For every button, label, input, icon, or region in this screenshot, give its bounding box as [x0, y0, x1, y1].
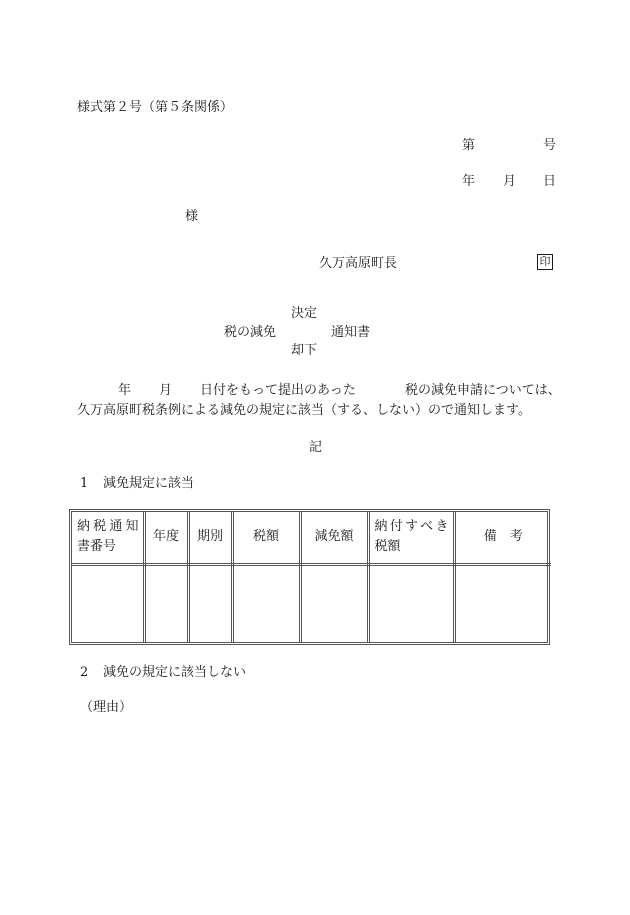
- header-payable-line1: 納付すべき: [374, 519, 449, 535]
- header-notice-number-line2: 書番号: [77, 539, 117, 555]
- cell-remarks: [454, 564, 551, 642]
- title-main-right: 通知書: [331, 325, 371, 340]
- form-number: 様式第２号（第５条関係）: [77, 100, 234, 115]
- document-number-prefix: 第: [462, 138, 476, 153]
- issuer-name: 久万高原町長: [319, 256, 398, 271]
- table-row: [72, 564, 551, 642]
- cell-period: [188, 564, 232, 642]
- header-payable-line2: 税額: [374, 539, 401, 555]
- table-header-row: [72, 512, 551, 564]
- section-2-number: 2: [80, 665, 89, 680]
- section-1-label: 減免規定に該当: [103, 476, 195, 491]
- title-option-decision: 決定: [291, 306, 318, 321]
- cell-reduction-amount: [300, 564, 368, 642]
- title-option-rejection: 却下: [291, 343, 318, 358]
- document-number-suffix: 号: [543, 138, 557, 153]
- body-month: 月: [159, 383, 173, 398]
- cell-tax-amount: [232, 564, 300, 642]
- ki-heading: 記: [309, 440, 323, 455]
- cell-payable-amount: [368, 564, 454, 642]
- title-main-left: 税の減免: [224, 325, 277, 340]
- cell-notice-number: [72, 564, 144, 642]
- seal-stamp-icon: 印: [537, 254, 553, 270]
- body-application-text: 税の減免申請については、: [405, 383, 561, 398]
- reduction-table: [69, 509, 550, 645]
- addressee-suffix: 様: [185, 209, 199, 224]
- header-fiscal-year: 年度: [144, 512, 188, 564]
- header-reduction-amount: 減免額: [300, 512, 368, 564]
- date-year: 年: [462, 174, 476, 189]
- date-month: 月: [503, 174, 517, 189]
- header-notice-number-line1: 納税通知: [77, 519, 139, 535]
- section-2-label: 減免の規定に該当しない: [103, 665, 247, 680]
- body-line-2: 久万高原町税条例による減免の規定に該当（する、しない）ので通知します。: [77, 403, 531, 418]
- reason-label: （理由）: [80, 700, 133, 715]
- header-payable-amount: [368, 512, 454, 564]
- body-year: 年: [118, 383, 132, 398]
- section-1-number: 1: [80, 476, 89, 491]
- body-date-text: 日付をもって提出のあった: [200, 383, 356, 398]
- header-notice-number: [72, 512, 144, 564]
- header-remarks: 備 考: [454, 512, 551, 564]
- header-tax-amount: 税額: [232, 512, 300, 564]
- date-day: 日: [543, 174, 557, 189]
- cell-fiscal-year: [144, 564, 188, 642]
- header-period: 期別: [188, 512, 232, 564]
